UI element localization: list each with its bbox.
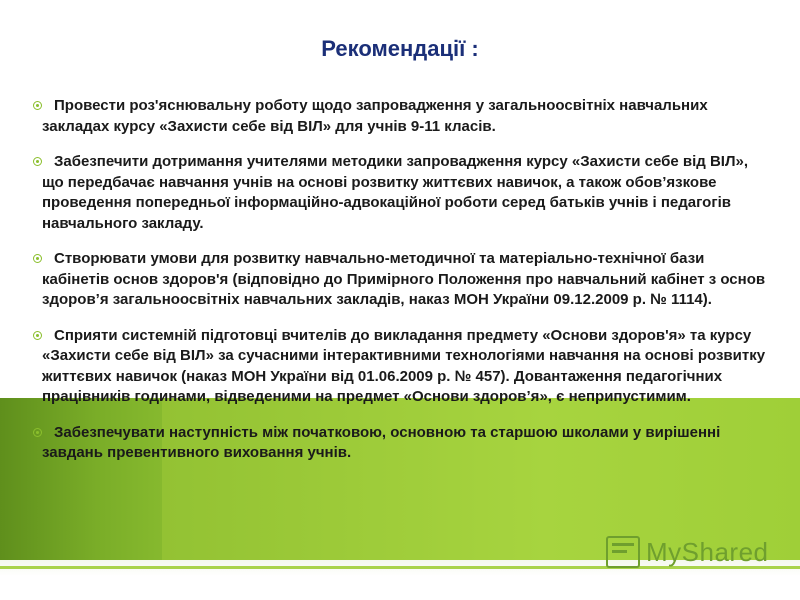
- bullet-icon: [33, 254, 42, 263]
- list-item-text: Провести роз'яснювальну роботу щодо запровадження у загальноосвітніх навчальних закладах курсу «Захисти себе від ВІЛ» для учнів 9-11 класів.: [42, 97, 708, 135]
- bullet-icon: [33, 428, 42, 437]
- recommendations-list: [36, 96, 766, 464]
- presentation-board-icon: [606, 536, 640, 568]
- list-item: [36, 152, 766, 234]
- list-item-text: Забезпечувати наступність між початковою, основною та старшою школами у вирішенні завдань превентивного виховання учнів.: [42, 423, 721, 461]
- list-item-text: Забезпечити дотримання учителями методики запровадження курсу «Захисти себе від ВІЛ», що передбачає навчання учнів на основі розвитку життєвих навичок, а також обов’язкове проведення попередньої інформаційно-адвокаційної роботи серед батьків учнів і педагогів навчального закладу.: [42, 153, 748, 232]
- bullet-icon: [33, 157, 42, 166]
- list-item: [36, 249, 766, 311]
- watermark-logo: [606, 534, 769, 570]
- list-item-text: Створювати умови для розвитку навчально-методичної та матеріально-технічної бази кабінетів основ здоров'я (відповідно до Примірного Положення про навчальний кабінет з основ здоров’я загальноосвітніх навчальних закладів, наказ МОН України 09.12.2009 р. № 1114).: [42, 250, 766, 308]
- slide-title: Рекомендації :: [321, 36, 479, 61]
- bullet-icon: [33, 101, 42, 110]
- list-item: [36, 326, 766, 408]
- list-item: [36, 96, 766, 137]
- watermark-text: MyShared: [646, 536, 769, 567]
- list-item-text: Сприяти системній підготовці вчителів до викладання предмету «Основи здоров'я» та курсу «Захисти себе від ВІЛ» за сучасними інтерактивними технологіями навчання на основі розвитку життєвих навичок (наказ МОН України від 01.06.2009 р. № 457). Довантаження педагогічних працівників годинами, відведеними на предмет «Основи здоров’я», є неприпустимим.: [42, 326, 766, 405]
- list-item: [36, 423, 766, 464]
- bullet-icon: [33, 331, 42, 340]
